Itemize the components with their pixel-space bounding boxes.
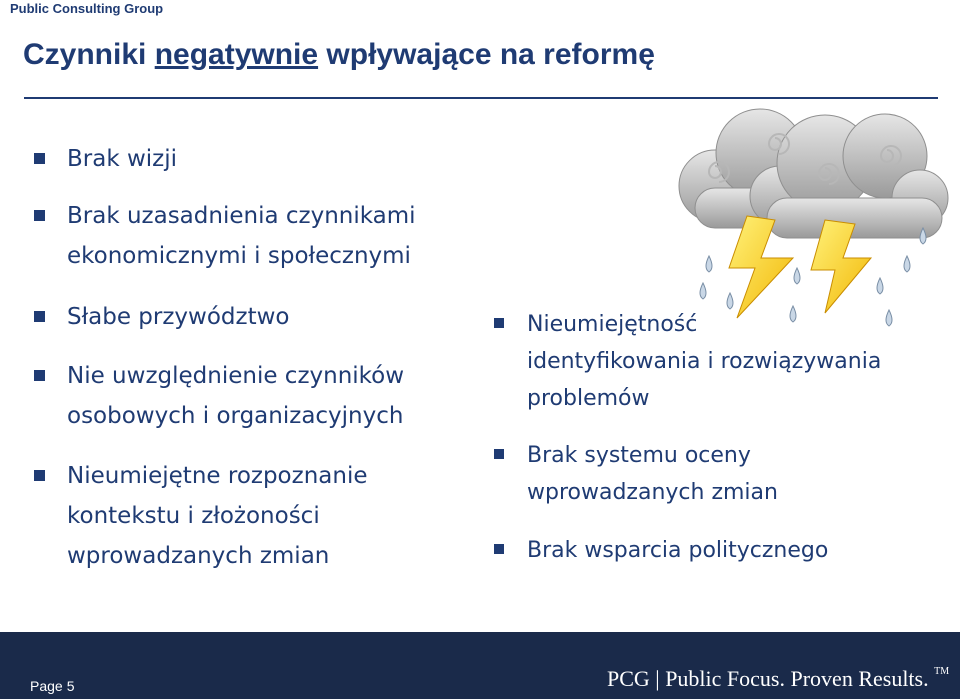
page-number [26, 678, 75, 694]
list-item-text: wprowadzanych zmian [527, 480, 778, 505]
footer-tagline [607, 666, 949, 692]
list-item-text: Brak wizji [67, 146, 178, 172]
list-item-text: wprowadzanych zmian [67, 543, 330, 569]
bullet-icon [34, 311, 45, 322]
list-item [30, 139, 480, 179]
page-number-value: 5 [66, 678, 75, 694]
title-part1: Czynniki [23, 38, 155, 71]
bullet-icon [34, 470, 45, 481]
list-item-text: Nie uwzględnienie czynników [67, 363, 405, 389]
trademark: TM [934, 666, 950, 677]
list-item-text: Brak uzasadnienia czynnikami [67, 203, 416, 229]
list-item [30, 456, 480, 576]
list-item-text: kontekstu i złożoności [67, 503, 320, 529]
list-item [490, 532, 955, 569]
bullet-icon [34, 153, 45, 164]
tagline-text: PCG | Public Focus. Proven Results. [607, 666, 929, 691]
list-item-text: osobowych i organizacyjnych [67, 403, 404, 429]
list-item-text: Nieumiejętność [527, 312, 698, 337]
bullet-icon [494, 449, 504, 459]
list-item-text: Nieumiejętne rozpoznanie [67, 463, 368, 489]
list-item-text: Słabe przywództwo [67, 304, 290, 330]
page-title [23, 38, 655, 72]
title-part2: wpływające na reformę [318, 38, 655, 71]
list-item [30, 356, 480, 436]
list-item-text: Brak wsparcia politycznego [527, 538, 829, 563]
company-name: Public Consulting Group [10, 1, 164, 16]
list-item-text: ekonomicznymi i społecznymi [67, 243, 411, 269]
list-item [30, 196, 480, 276]
list-item-text: identyfikowania i rozwiązywania [527, 349, 882, 374]
bullet-icon [494, 318, 504, 328]
list-item-text: Brak systemu oceny [527, 443, 751, 468]
list-item-text: problemów [527, 386, 650, 411]
left-bullet-list [30, 139, 480, 576]
bullet-icon [34, 210, 45, 221]
title-divider [24, 97, 938, 99]
list-item [490, 306, 955, 417]
list-item [490, 437, 955, 511]
list-item [30, 297, 480, 337]
bullet-icon [494, 544, 504, 554]
footer-bar [0, 632, 960, 699]
bullet-icon [34, 370, 45, 381]
page-label: Page [30, 678, 63, 694]
right-bullet-list [490, 306, 955, 569]
title-underlined: negatywnie [154, 38, 319, 71]
